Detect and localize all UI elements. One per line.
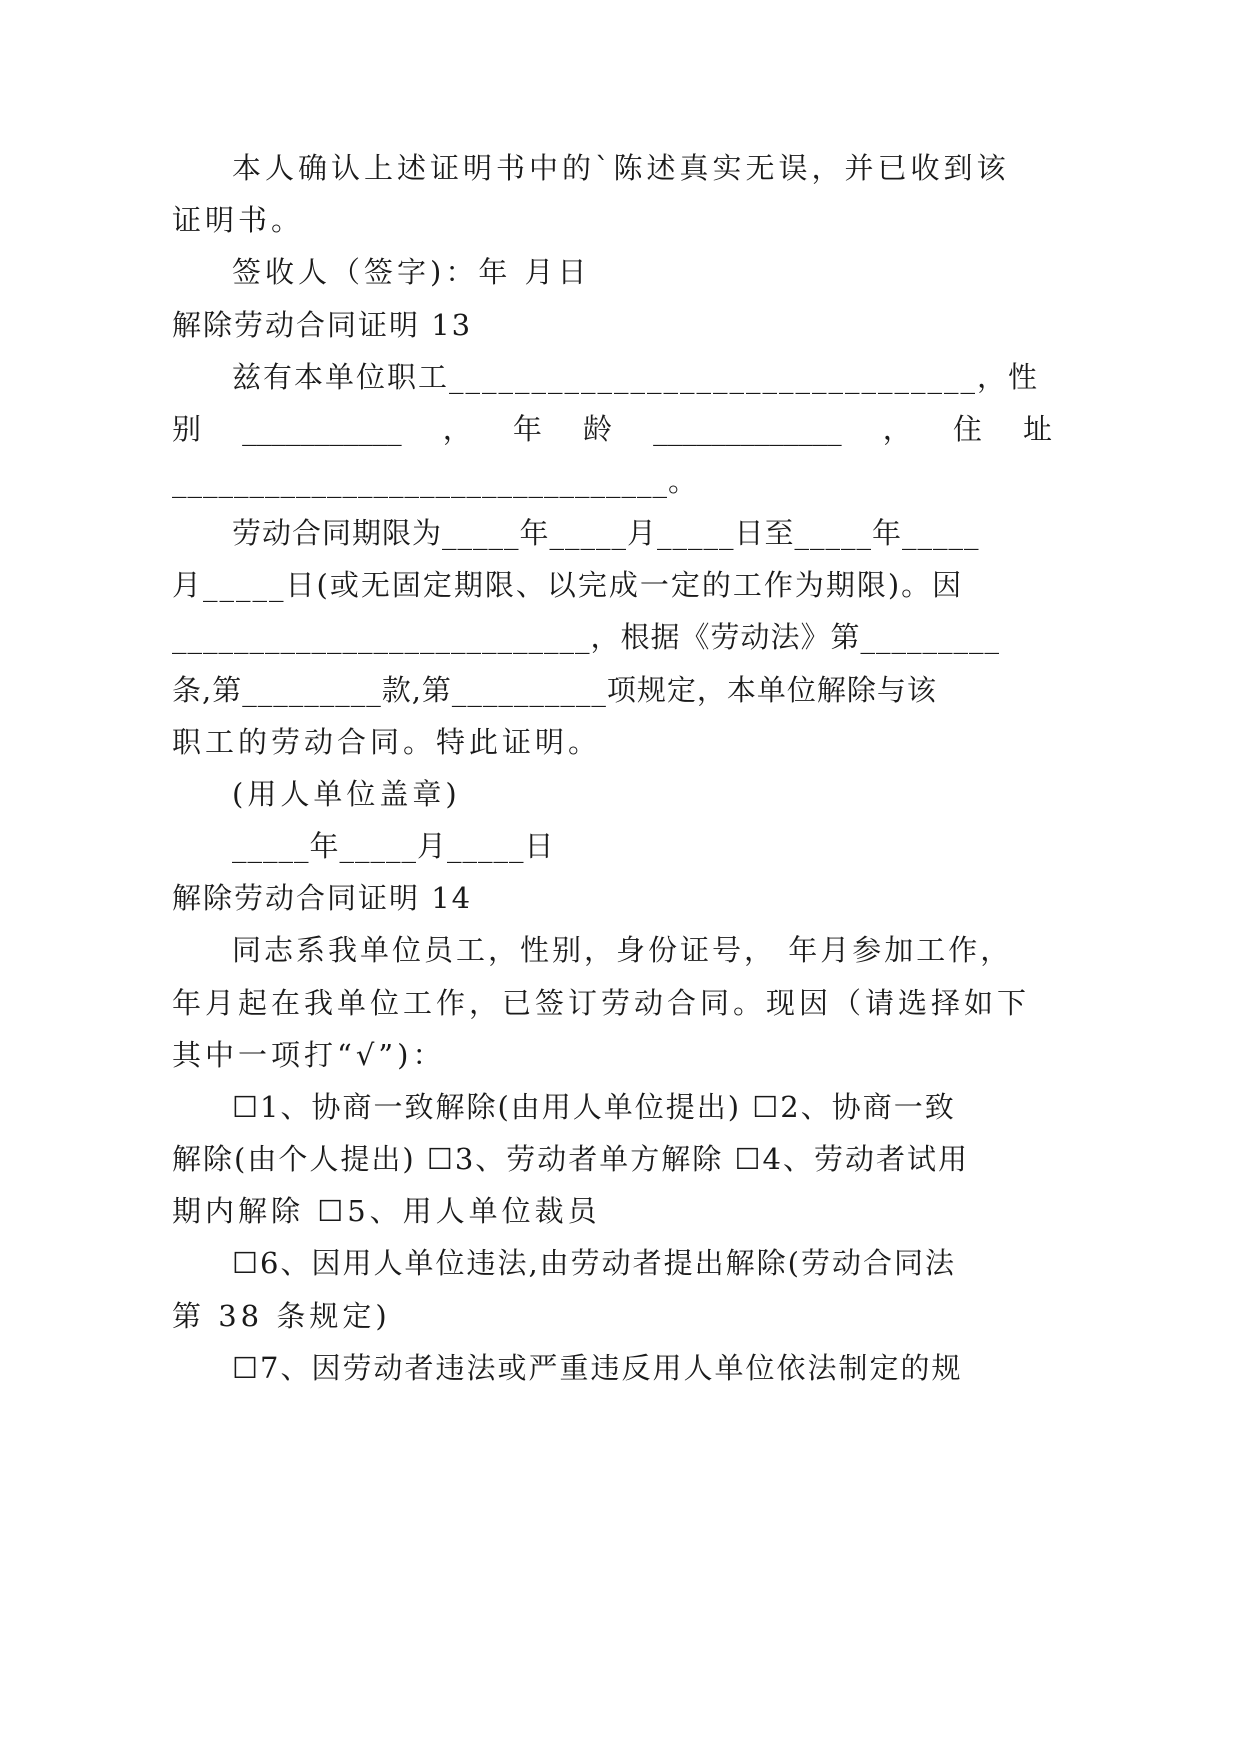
text-fragment: 址 xyxy=(1022,412,1052,446)
option-line: ☐7、因劳动者违法或严重违反用人单位依法制定的规 xyxy=(232,1351,963,1385)
text-fragment: 龄 xyxy=(582,412,612,446)
paragraph-line: 本人确认上述证明书中的`陈述真实无误，并已收到该 xyxy=(232,151,1010,185)
text-fragment: 住 xyxy=(952,412,982,446)
justified-line xyxy=(172,409,1052,449)
text-fragment: 别 xyxy=(172,412,202,446)
paragraph-line: 兹有本单位职工________________________________，性 xyxy=(232,360,1040,394)
paragraph-line: 劳动合同期限为_____年_____月_____日至_____年_____ xyxy=(232,516,980,550)
option-line: ☐6、因用人单位违法,由劳动者提出解除(劳动合同法 xyxy=(232,1246,956,1280)
paragraph-line: 证明书。 xyxy=(172,203,305,237)
text-fragment: ， xyxy=(442,412,472,446)
paragraph-line: 月_____日(或无固定期限、以完成一定的工作为期限)。因 xyxy=(172,568,964,602)
option-line: 解除(由个人提出) ☐3、劳动者单方解除 ☐4、劳动者试用 xyxy=(172,1142,969,1176)
blank-field: _____________ xyxy=(653,412,842,446)
option-line: 第 38 条规定) xyxy=(172,1299,391,1333)
paragraph-line: 同志系我单位员工，性别，身份证号， 年月参加工作， xyxy=(232,933,1013,967)
paragraph-line: ___________________________，根据《劳动法》第_________ xyxy=(172,620,1001,654)
section-heading: 解除劳动合同证明 13 xyxy=(172,308,473,342)
paragraph-line: 条,第_________款,第__________项规定，本单位解除与该 xyxy=(172,673,937,707)
option-line: 期内解除 ☐5、用人单位裁员 xyxy=(172,1194,601,1228)
date-line: _____年_____月_____日 xyxy=(232,829,555,863)
signature-line: 签收人（签字)：年 月日 xyxy=(232,255,591,289)
text-fragment: ， xyxy=(882,412,912,446)
paragraph-line: 其中一项打“√”)： xyxy=(172,1038,446,1072)
paragraph-line: 年月起在我单位工作，已签订劳动合同。现因（请选择如下 xyxy=(172,986,1031,1020)
section-heading: 解除劳动合同证明 14 xyxy=(172,881,473,915)
option-line: ☐1、协商一致解除(由用人单位提出) ☐2、协商一致 xyxy=(232,1090,956,1124)
stamp-note: (用人单位盖章) xyxy=(232,777,461,811)
paragraph-line: 职工的劳动合同。特此证明。 xyxy=(172,725,602,759)
text-fragment: 年 xyxy=(512,412,542,446)
blank-field: ___________ xyxy=(242,412,402,446)
blank-line: ________________________________。 xyxy=(172,464,699,498)
